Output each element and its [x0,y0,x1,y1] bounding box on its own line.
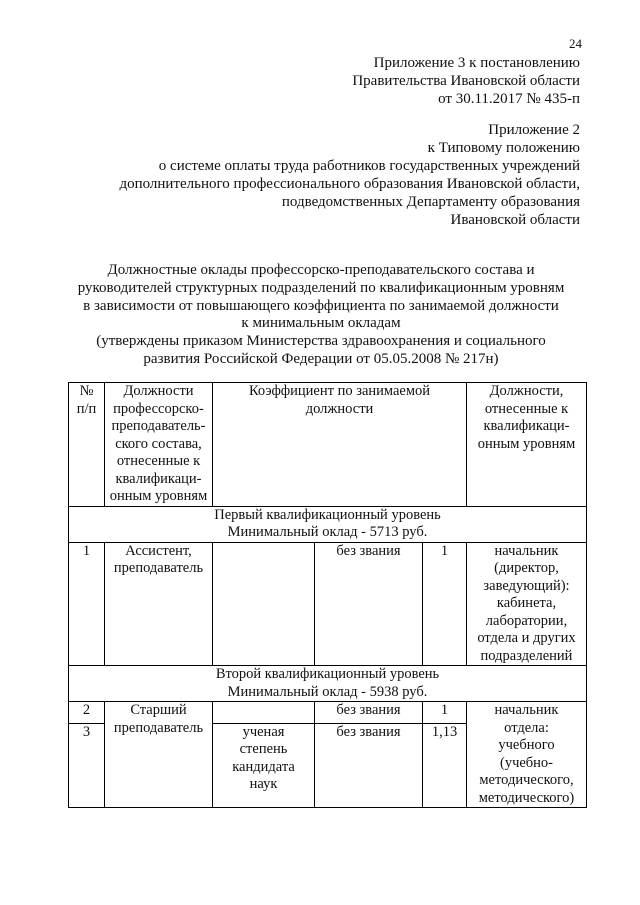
row-coef: 1 [423,702,467,724]
header-text: Коэффициент по занимаемой [248,383,431,399]
position-text: преподаватель [113,719,204,736]
header-text: Должности [123,383,194,399]
degree-text: степень [239,741,288,758]
row-num: 3 [69,723,105,807]
related-text: отдела: [504,719,549,736]
title-line: Должностные оклады профессорско-преподавательского состава и [107,262,535,278]
table-row [69,542,587,666]
row-coef: 1,13 [423,723,467,807]
header-coefficient [213,383,467,507]
position-text: Ассистент, [125,542,192,559]
appendix-3-line: Правительства Ивановской области [352,73,580,89]
degree-text: наук [249,776,278,793]
appendix-2-line: Ивановской области [450,212,580,228]
header-text: онным уровням [109,488,208,504]
degree-text: кандидата [232,758,295,775]
row-related [467,542,587,666]
header-text: отнесенные к [116,453,201,469]
related-text: методического) [478,789,575,806]
table-row [69,702,587,724]
header-text: квалификаци- [483,418,570,434]
related-text: отдела и других [477,630,576,646]
appendix-2-line: Приложение 2 [488,122,580,138]
header-text: Должности, [489,383,564,399]
appendix-2-header [119,121,580,229]
related-text: методического, [479,772,574,788]
level-1-band [69,506,587,542]
related-text: лаборатории, [485,612,568,629]
title-line: руководителей структурных подразделений по квалификационным уровням [77,279,565,296]
appendix-2-line: о системе оплаты труда работников государственных учреждений [158,158,580,174]
header-positions [105,383,213,507]
related-text: начальник [494,702,559,718]
header-text: онным уровням [477,435,576,452]
appendix-2-line: к Типовому положению [427,140,580,156]
appendix-2-line: подведомственных Департаменту образования [281,194,580,210]
related-text: (директор, [494,560,559,576]
related-text: (учебно- [499,754,554,771]
row-rank: без звания [315,702,423,724]
appendix-3-header [352,54,580,108]
title-line: к минимальным окладам [241,315,401,332]
row-degree [213,702,315,724]
row-num: 2 [69,702,105,724]
row-related [467,702,587,808]
title-line: в зависимости от повышающего коэффициента по занимаемой должности [83,297,559,314]
document-title [60,262,582,369]
header-text: профессорско- [113,400,204,417]
level-1-heading [69,506,587,542]
related-text: подразделений [480,647,573,664]
page-number: 24 [569,36,582,51]
row-num: 1 [69,542,105,666]
degree-text: ученая [242,723,285,740]
salary-table [68,382,587,808]
header-num [69,383,105,507]
appendix-2-line: дополнительного профессионального образования Ивановской области, [119,176,580,192]
level-2-heading [69,666,587,702]
header-text: должности [305,400,374,417]
row-position [105,542,213,666]
appendix-3-line: Приложение 3 к постановлению [373,55,580,71]
header-related [467,383,587,507]
row-coef: 1 [423,542,467,666]
related-text: начальник [494,542,559,559]
title-line: (утверждены приказом Министерства здравоохранения и социального [96,333,546,350]
header-text: № [79,383,94,399]
row-degree [213,542,315,666]
level-name: Второй квалификационный уровень [215,666,440,682]
level-name: Первый квалификационный уровень [214,506,441,523]
table-header-row [69,383,587,507]
level-salary: Минимальный оклад - 5713 руб. [227,524,428,540]
row-rank: без звания [315,542,423,666]
position-text: преподаватель [113,560,204,576]
appendix-3-line: от 30.11.2017 № 435-п [438,91,580,107]
header-text: квалификаци- [115,470,202,487]
level-2-band [69,666,587,702]
related-text: кабинета, [496,595,557,611]
position-text: Старший [130,702,187,718]
related-text: заведующий): [483,577,570,594]
row-rank: без звания [315,723,423,807]
row-position [105,702,213,808]
related-text: учебного [498,737,555,753]
header-text: п/п [76,400,97,417]
title-line: развития Российской Федерации от 05.05.2008 № 217н) [143,350,499,367]
header-text: преподаватель- [111,418,206,434]
row-degree [213,723,315,807]
level-salary: Минимальный оклад - 5938 руб. [227,683,428,700]
header-text: ского состава, [115,435,202,452]
header-text: отнесенные к [484,400,569,417]
